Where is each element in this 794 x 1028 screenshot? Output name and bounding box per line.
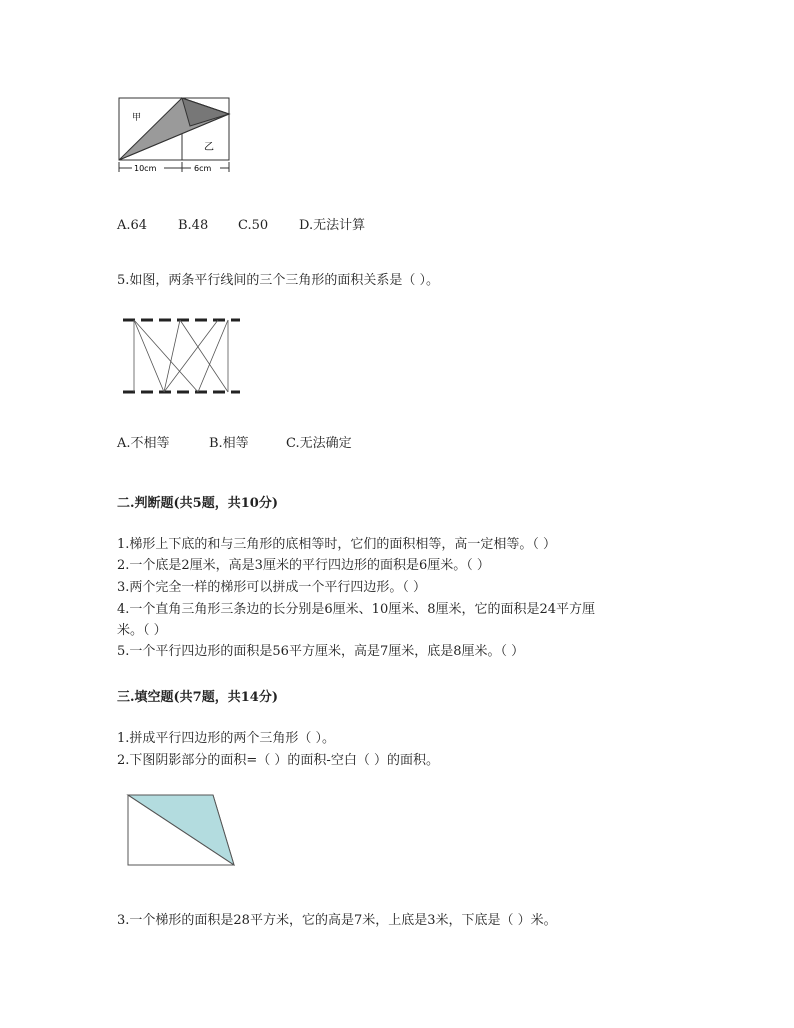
option-d: D.无法计算 bbox=[299, 218, 366, 233]
dimension-left: 10cm bbox=[134, 164, 157, 173]
option-c: C.50 bbox=[238, 218, 269, 233]
fill-item-3: 3.一个梯形的面积是28平方米，它的高是7米，上底是3米，下底是（ ）米。 bbox=[117, 913, 557, 928]
fill-item-2: 2.下图阴影部分的面积=（ ）的面积-空白（ ）的面积。 bbox=[117, 753, 439, 768]
label-jia: 甲 bbox=[132, 113, 142, 123]
option-b: B.48 bbox=[178, 218, 209, 233]
q5-option-c: C.无法确定 bbox=[286, 436, 352, 451]
judge-item-5: 5.一个平行四边形的面积是56平方厘米，高是7厘米，底是8厘米。（ ） bbox=[117, 644, 525, 659]
trapezoid-figure bbox=[124, 791, 238, 869]
section-2-heading: 二.判断题(共5题，共10分) bbox=[117, 496, 278, 511]
q4-options bbox=[117, 214, 365, 233]
triangle-figure-1 bbox=[112, 92, 242, 174]
question-5-text: 5.如图，两条平行线间的三个三角形的面积关系是（ ）。 bbox=[117, 273, 440, 288]
option-a: A.64 bbox=[117, 218, 148, 233]
judge-item-1: 1.梯形上下底的和与三角形的底相等时，它们的面积相等，高一定相等。（ ） bbox=[117, 537, 557, 552]
q5-option-b: B.相等 bbox=[209, 436, 249, 451]
parallel-lines-figure bbox=[118, 312, 244, 398]
section-3-heading: 三.填空题(共7题，共14分) bbox=[117, 690, 278, 705]
q5-options bbox=[117, 432, 352, 451]
judge-item-3: 3.两个完全一样的梯形可以拼成一个平行四边形。（ ） bbox=[117, 580, 427, 595]
triangle-lines bbox=[134, 320, 228, 392]
label-yi: 乙 bbox=[204, 142, 214, 153]
judge-item-4-cont: 米。（ ） bbox=[117, 623, 167, 638]
judge-item-4: 4.一个直角三角形三条边的长分别是6厘米、10厘米、8厘米，它的面积是24平方厘 bbox=[117, 602, 596, 617]
q5-option-a: A.不相等 bbox=[117, 436, 170, 451]
judge-item-2: 2.一个底是2厘米，高是3厘米的平行四边形的面积是6厘米。（ ） bbox=[117, 558, 490, 573]
fill-item-1: 1.拼成平行四边形的两个三角形（ ）。 bbox=[117, 731, 336, 746]
dimension-right: 6cm bbox=[194, 164, 212, 173]
